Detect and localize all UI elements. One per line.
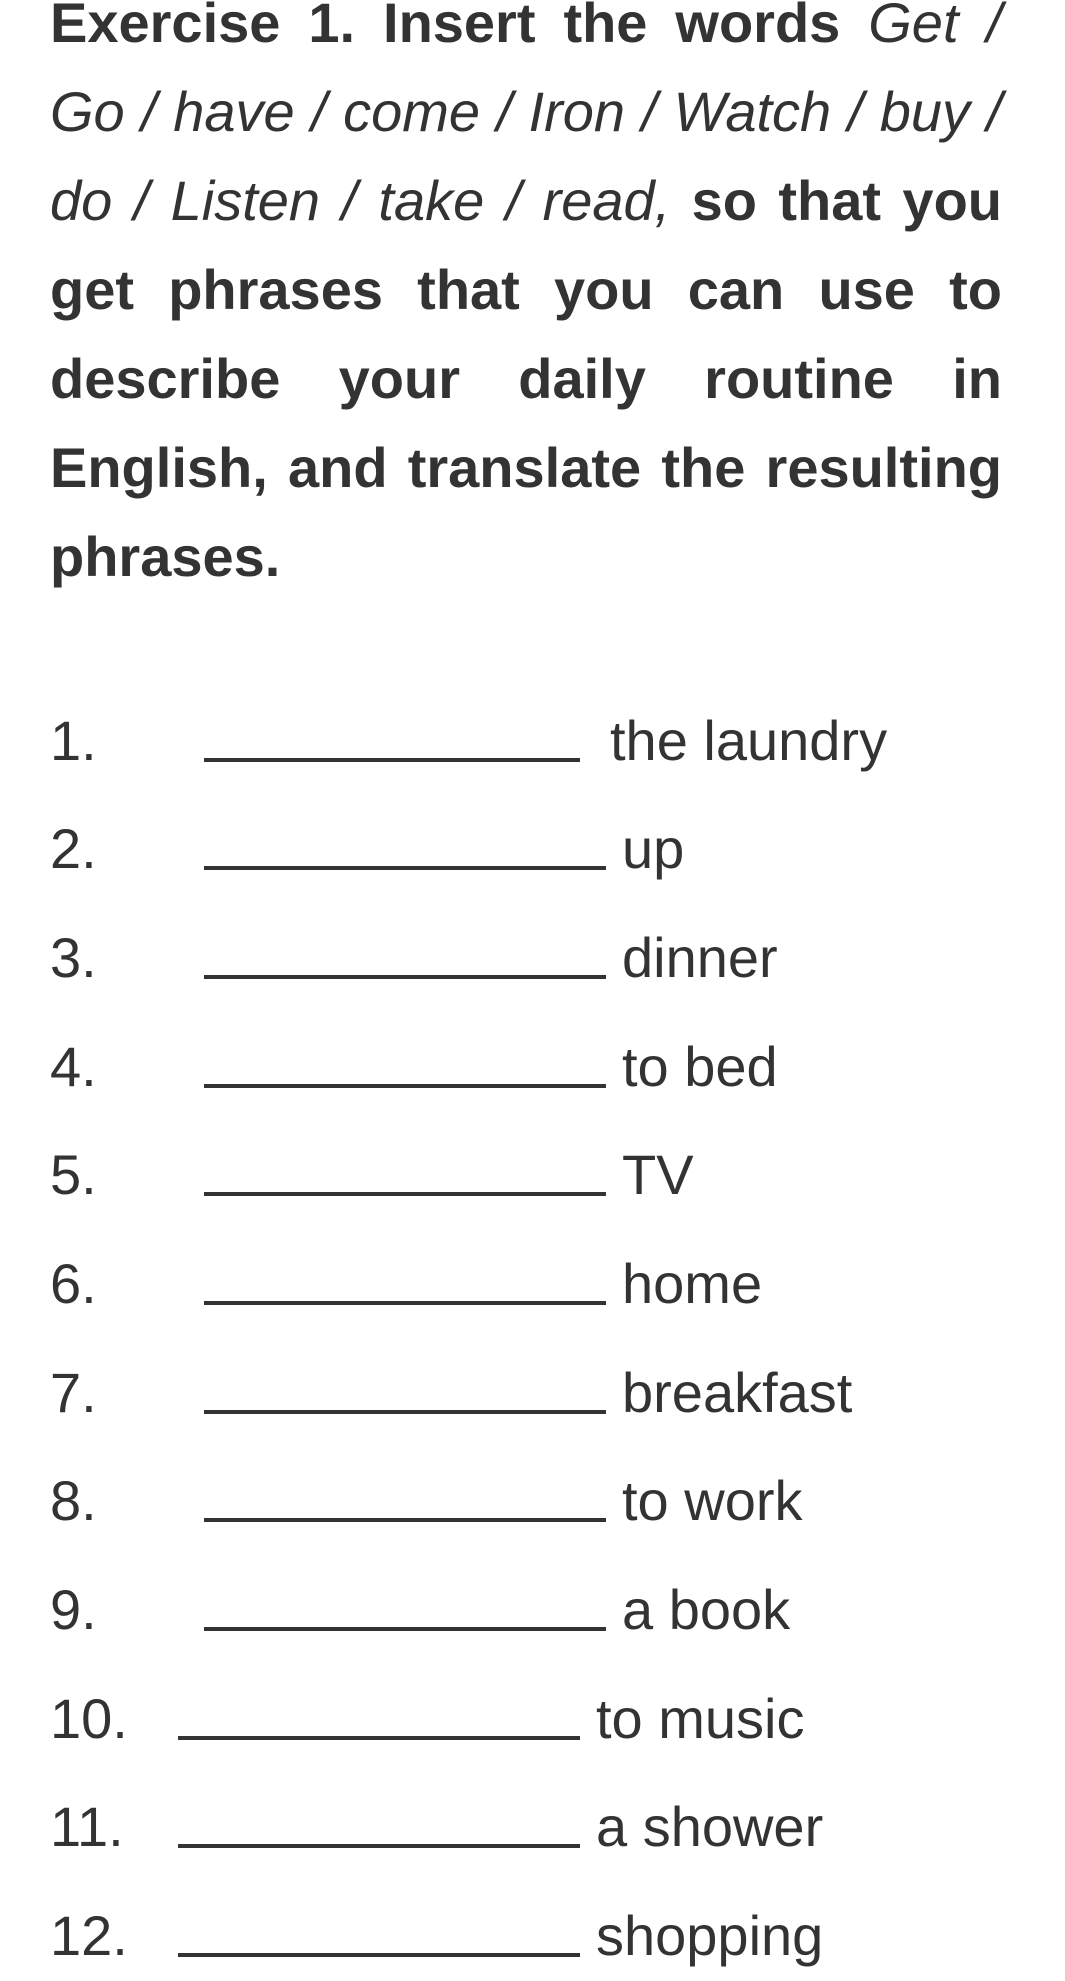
list-item xyxy=(0,1891,1065,1981)
list-item xyxy=(0,1022,1065,1112)
list-item xyxy=(0,1782,1065,1872)
list-item xyxy=(0,1565,1065,1655)
answer-blank[interactable] xyxy=(178,1953,580,1957)
list-item xyxy=(0,1674,1065,1764)
item-number: 8. xyxy=(50,1469,97,1532)
item-number: 11. xyxy=(50,1795,124,1858)
answer-blank[interactable] xyxy=(204,1192,606,1196)
item-phrase: TV xyxy=(622,1143,694,1206)
answer-blank[interactable] xyxy=(204,1410,606,1414)
exercise-lead: Exercise 1. Insert the words xyxy=(50,0,869,54)
item-phrase: to bed xyxy=(622,1035,778,1098)
item-number: 2. xyxy=(50,817,97,880)
item-phrase: up xyxy=(622,817,685,880)
item-phrase: dinner xyxy=(622,926,778,989)
item-phrase: a shower xyxy=(596,1795,824,1858)
list-item xyxy=(0,1456,1065,1546)
answer-blank[interactable] xyxy=(204,1084,606,1088)
item-number: 1. xyxy=(50,709,97,772)
item-number: 7. xyxy=(50,1361,97,1424)
answer-blank[interactable] xyxy=(204,1301,606,1305)
item-number: 6. xyxy=(50,1252,97,1315)
item-phrase: home xyxy=(622,1252,763,1315)
item-number: 5. xyxy=(50,1143,97,1206)
item-phrase: a book xyxy=(622,1578,791,1641)
item-number: 9. xyxy=(50,1578,97,1641)
list-item xyxy=(0,1239,1065,1329)
list-item xyxy=(0,1348,1065,1438)
exercise-task: so that you get phrases that you can use to describe your daily routine in English, and translate the resulting phrases. xyxy=(50,169,1002,588)
answer-blank[interactable] xyxy=(204,975,606,979)
word-bank: Get / Go / have / come / Iron / Watch / buy / do / Listen / take / read, xyxy=(50,0,1002,232)
item-number: 4. xyxy=(50,1035,97,1098)
answer-blank[interactable] xyxy=(204,866,606,870)
item-number: 12. xyxy=(50,1904,128,1967)
item-phrase: to music xyxy=(596,1687,805,1750)
item-phrase: shopping xyxy=(596,1904,824,1967)
answer-blank[interactable] xyxy=(178,1736,580,1740)
list-item xyxy=(0,1130,1065,1220)
answer-blank[interactable] xyxy=(204,1627,606,1631)
answer-blank[interactable] xyxy=(204,758,580,762)
item-number: 10. xyxy=(50,1687,128,1750)
answer-blank[interactable] xyxy=(178,1844,580,1848)
item-number: 3. xyxy=(50,926,97,989)
list-item xyxy=(0,804,1065,894)
answer-blank[interactable] xyxy=(204,1518,606,1522)
item-phrase: breakfast xyxy=(622,1361,853,1424)
item-phrase: the laundry xyxy=(610,709,888,772)
list-item xyxy=(0,913,1065,1003)
list-item xyxy=(0,696,1065,786)
item-phrase: to work xyxy=(622,1469,803,1532)
